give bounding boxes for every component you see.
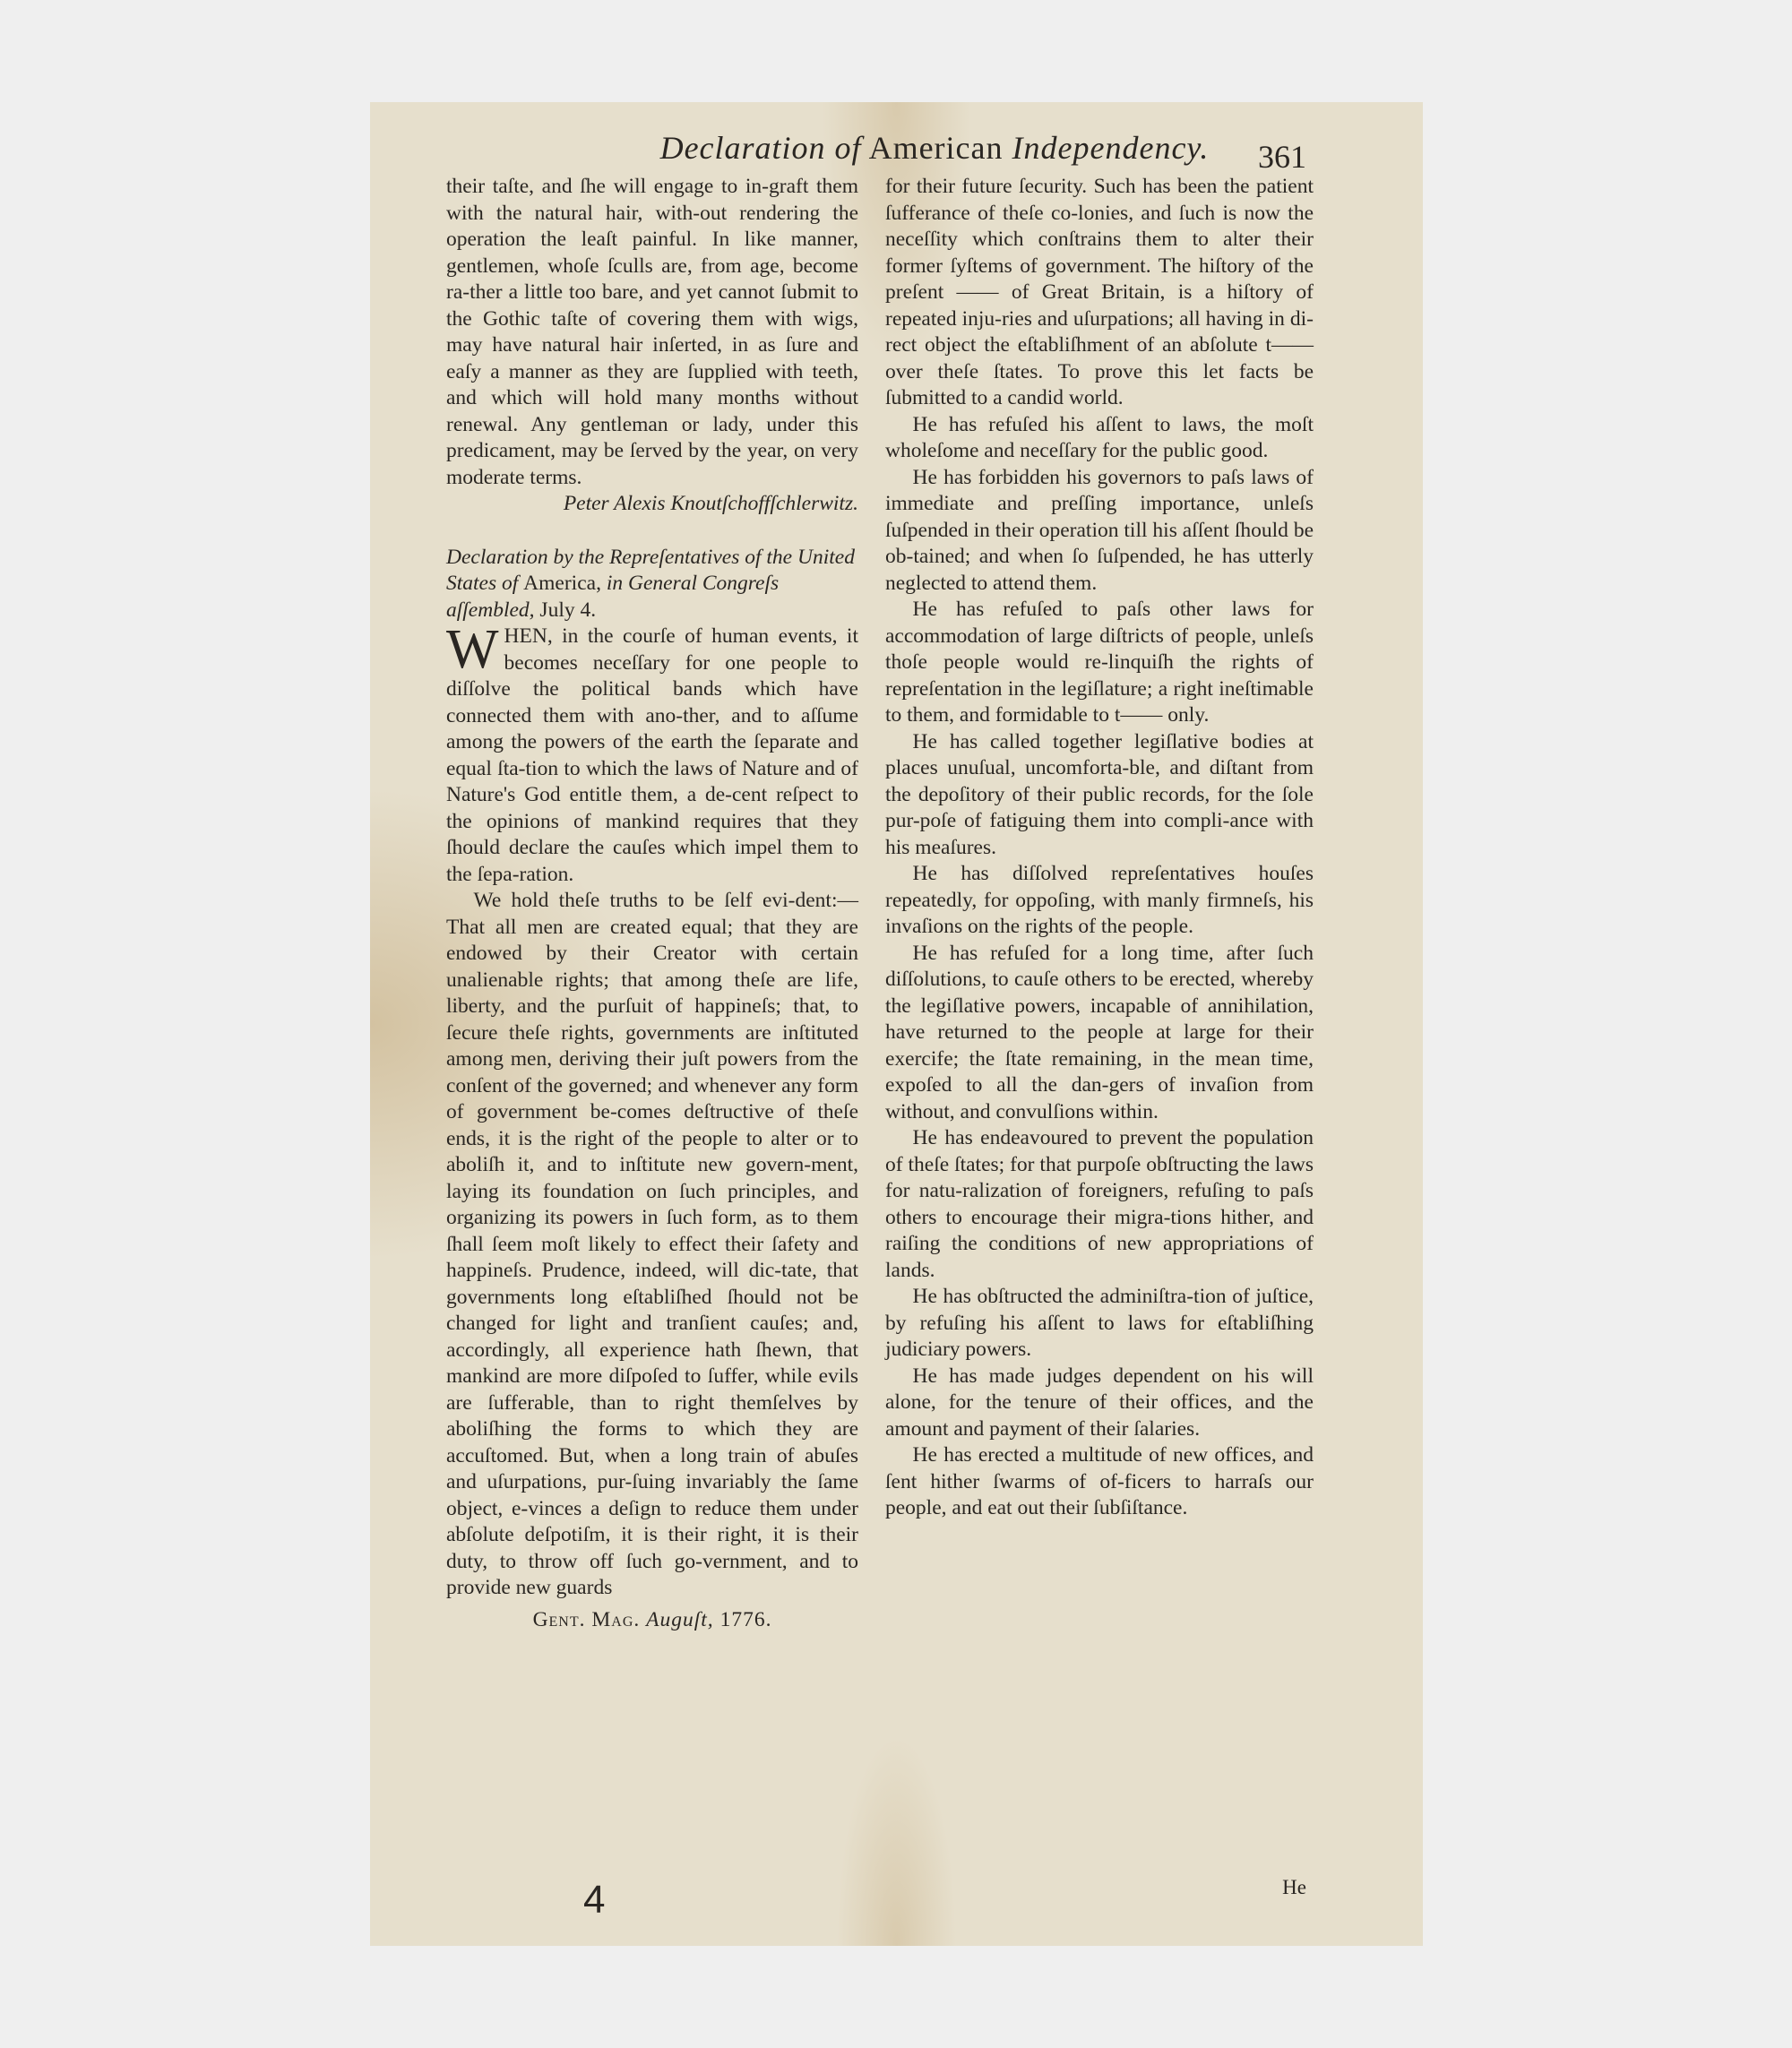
running-head	[612, 129, 1257, 167]
left-para-2	[446, 619, 858, 888]
running-head-part2: American	[868, 130, 1004, 166]
decl-title-d: July 4.	[539, 598, 597, 622]
newspaper-page	[370, 102, 1423, 1946]
drop-cap: W	[446, 619, 499, 680]
right-para-10: He has made judges dependent on his will alone, for the tenure of their offices, and the amount and payment of their ſalaries.	[885, 1364, 1314, 1441]
footer-c: 1776.	[719, 1607, 772, 1631]
right-para-8: He has endeavoured to prevent the population of theſe ſtates; for that purpoſe obſtructing the laws for natu-ralization of foreigners, refuſing to paſs others to encourage their migra-tions hither, and raiſing the conditions of new appropriations of lands.	[885, 1126, 1314, 1282]
declaration-heading	[446, 545, 858, 624]
signature: Peter Alexis Knoutſchoffſchlerwitz.	[563, 492, 858, 515]
footer-b: Auguſt,	[646, 1607, 714, 1631]
right-column	[885, 174, 1314, 1522]
footer-a: Gent. Mag.	[532, 1607, 641, 1631]
right-para-1: for their future ſecurity. Such has been the patient ſufferance of theſe co-lonies, and ſuch is now the neceſſity which conſtrains them to alter their former ſyſtems of government. The hiſtory of the preſent —— of Great Britain, is a hiſtory of repeated inju-ries and uſurpations; all having in di-rect object the eſtabliſhment of an abſolute t—— over theſe ſtates. To prove this let facts be ſubmitted to a candid world.	[885, 175, 1314, 409]
decl-title-c: in General Congreſs aſſembled,	[446, 572, 780, 622]
right-para-3: He has forbidden his governors to paſs laws of immediate and preſſing importance, unleſs ſuſpended in their operation till his aſſent ſhould be ob-tained; and when ſo ſuſpended, he has utterly neglected to attend them.	[885, 465, 1314, 595]
decl-title-b: America,	[523, 572, 601, 595]
running-head-part3: Independency.	[1012, 130, 1210, 166]
left-column	[446, 174, 858, 1633]
page-number: 361	[1258, 139, 1306, 175]
right-para-6: He has diſſolved repreſentatives houſes repeatedly, for oppoſing, with manly firmneſs, his invaſions on the rights of the people.	[885, 862, 1314, 938]
left-para-2-text: HEN, in the courſe of human events, it becomes neceſſary for one people to diſſolve the political bands which have connected them with ano-ther, and to aſſume among the powers of the earth the ſeparate and equal ſta-tion to which the laws of Nature and of Nature's God entitle them, a de-cent reſpect to the opinions of mankind requires that they ſhould declare the cauſes which impel them to the ſepa-ration.	[446, 624, 858, 886]
left-para-1: their taſte, and ſhe will engage to in-graft them with the natural hair, with-out rendering the operation the leaſt painful. In like manner, gentlemen, whoſe ſculls are, from age, become ra-ther a little too bare, and yet cannot ſubmit to the Gothic taſte of covering them with wigs, may have natural hair inſerted, in as ſure and eaſy a manner as they are ſupplied with teeth, and which will hold many months without renewal. Any gentleman or lady, under this predicament, may be ſerved by the year, on very moderate terms.	[446, 175, 858, 489]
right-para-4: He has refuſed to paſs other laws for accommodation of large diſtricts of people, unleſs thoſe people would re-linquiſh the rights of repreſentation in the legiſlature; a right ineſtimable to them, and formidable to t—— only.	[885, 598, 1314, 727]
left-para-3: We hold theſe truths to be ſelf evi-dent:—That all men are created equal; that they are endowed by their Creator with certain unalienable rights; that among theſe are life, liberty, and the purſuit of happineſs; that, to ſecure theſe rights, governments are inſtituted among men, deriving their juſt powers from the conſent of the governed; and whenever any form of government be-comes deſtructive of theſe ends, it is the right of the people to alter or to aboliſh it, and to inſtitute new govern-ment, laying its foundation on ſuch principles, and organizing its powers in ſuch form, as to them ſhall ſeem moſt likely to effect their ſafety and happineſs. Prudence, indeed, will dic-tate, that governments long eſtabliſhed ſhould not be changed for light and tranſient cauſes; and, accordingly, all experience hath ſhewn, that mankind are more diſpoſed to ſuffer, while evils are ſufferable, than to right themſelves by aboliſhing the forms to which they are accuſtomed. But, when a long train of abuſes and uſurpations, pur-ſuing invariably the ſame object, e-vinces a deſign to reduce them under abſolute deſpotiſm, it is their right, it is their duty, to throw off ſuch go-vernment, and to provide new guards	[446, 889, 858, 1599]
right-para-11: He has erected a multitude of new offices, and ſent hither ſwarms of of-ficers to harraſs our people, and eat out their ſubſiſtance.	[885, 1443, 1314, 1519]
decl-title-a: Declaration by the Repreſentatives of the United States of	[446, 545, 855, 595]
catchword: He	[1282, 1876, 1306, 1898]
sheet-mark: 4	[583, 1878, 606, 1922]
right-para-7: He has refuſed for a long time, after ſuch diſſolutions, to cauſe others to be erected, whereby the legiſlative powers, incapable of annihilation, have returned to the people at large for their exercife; the ſtate remaining, in the mean time, expoſed to all the dan-gers of invaſion from without, and convulſions within.	[885, 941, 1314, 1123]
source-footer	[446, 1607, 858, 1634]
running-head-part1: Declaration of	[659, 130, 862, 166]
right-para-5: He has called together legiſlative bodies at places unuſual, uncomforta-ble, and diſtant from the depoſitory of their public records, for the ſole pur-poſe of fatiguing them into compli-ance with his meaſures.	[885, 729, 1314, 859]
right-para-9: He has obſtructed the adminiſtra-tion of juſtice, by refuſing his aſſent to laws for eſtabliſhing judiciary powers.	[885, 1285, 1314, 1361]
right-para-2: He has refuſed his aſſent to laws, the moſt wholeſome and neceſſary for the public good.	[885, 412, 1314, 462]
